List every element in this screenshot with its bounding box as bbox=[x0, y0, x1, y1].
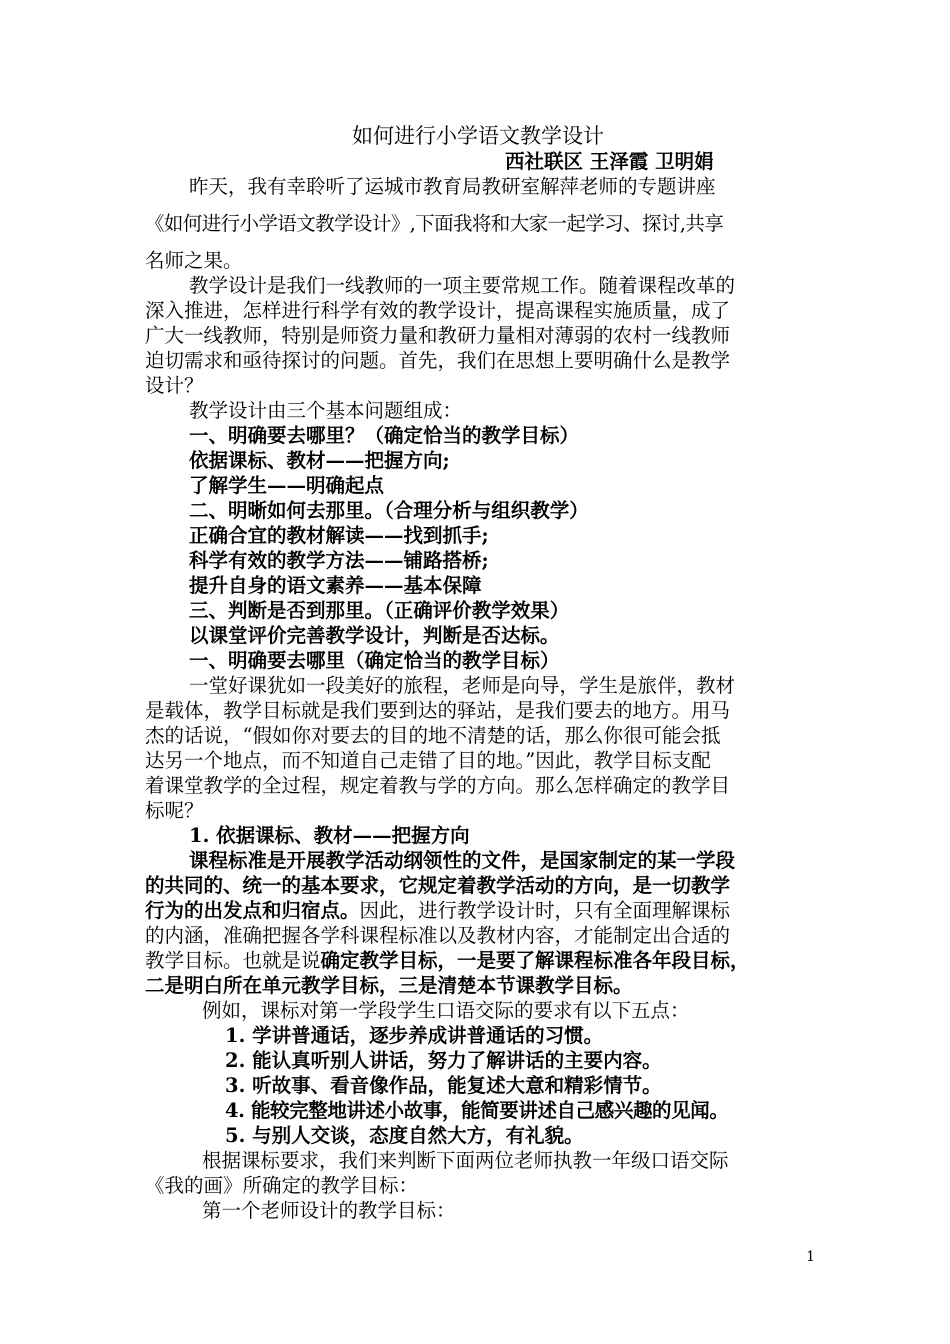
bold-run: 行为的出发点和归宿点。 bbox=[145, 899, 360, 922]
paragraph-line bbox=[145, 948, 811, 973]
paragraph-line: 深入推进，怎样进行科学有效的教学设计，提高课程实施质量，成了 bbox=[145, 299, 731, 322]
example-intro: 例如，课标对第一学段学生口语交际的要求有以下五点： bbox=[202, 999, 690, 1022]
requirement-item: 5. 与别人交谈，态度自然大方，有礼貌。 bbox=[225, 1124, 584, 1147]
paragraph-line: 迫切需求和亟待探讨的问题。首先，我们在思想上要明确什么是教学 bbox=[145, 349, 731, 372]
paragraph-line: 广大一线教师，特别是师资力量和教研力量相对薄弱的农村一线教师 bbox=[145, 324, 731, 347]
paragraph-line: 《如何进行小学语文教学设计》,下面我将和大家一起学习、探讨,共享 bbox=[145, 212, 724, 235]
outline-intro: 教学设计由三个基本问题组成： bbox=[189, 399, 463, 422]
outline-item: 三、判断是否到那里。（正确评价教学效果） bbox=[189, 599, 570, 622]
paragraph-line: 着课堂教学的全过程，规定着教与学的方向。那么怎样确定的教学目 bbox=[145, 774, 731, 797]
text-run: 因此，进行教学设计时，只有全面理解课标 bbox=[359, 899, 731, 922]
section-heading: 一、明确要去哪里（确定恰当的教学目标） bbox=[189, 649, 560, 672]
paragraph-line: 的共同的、统一的基本要求，它规定着教学活动的方向，是一切教学 bbox=[145, 874, 731, 897]
paragraph-line: 《我的画》所确定的教学目标： bbox=[145, 1174, 419, 1197]
paragraph-line: 名师之果。 bbox=[145, 249, 243, 272]
paragraph-line: 是载体，教学目标就是我们要到达的驿站，是我们要去的地方。用马 bbox=[145, 699, 731, 722]
bold-run: 确定教学目标，一是要了解课程标准各年段目标， bbox=[320, 949, 750, 972]
author-byline: 西社联区 王泽霞 卫明娟 bbox=[505, 150, 714, 173]
paragraph-line: 二是明白所在单元教学目标，三是清楚本节课教学目标。 bbox=[145, 974, 633, 997]
requirement-item: 1. 学讲普通话，逐步养成讲普通话的习惯。 bbox=[225, 1024, 604, 1047]
subheading: 1. 依据课标、教材——把握方向 bbox=[189, 824, 470, 847]
requirement-item: 2. 能认真听别人讲话，努力了解讲话的主要内容。 bbox=[225, 1049, 662, 1072]
paragraph-line: 一堂好课犹如一段美好的旅程，老师是向导，学生是旅伴，教材 bbox=[189, 674, 736, 697]
paragraph-line: 根据课标要求，我们来判断下面两位老师执教一年级口语交际 bbox=[202, 1149, 729, 1172]
outline-item: 依据课标、教材——把握方向; bbox=[189, 449, 450, 472]
paragraph-line: 第一个老师设计的教学目标： bbox=[202, 1199, 456, 1222]
paragraph-line bbox=[145, 898, 811, 923]
document-title: 如何进行小学语文教学设计 bbox=[352, 124, 604, 148]
paragraph-line: 达另一个地点，而不知道自己走错了目的地。”因此，教学目标支配 bbox=[145, 749, 711, 772]
outline-item: 以课堂评价完善教学设计，判断是否达标。 bbox=[189, 624, 560, 647]
outline-item: 提升自身的语文素养——基本保障 bbox=[189, 574, 482, 597]
outline-item: 一、明确要去哪里？（确定恰当的教学目标） bbox=[189, 424, 580, 447]
outline-item: 科学有效的教学方法——铺路搭桥; bbox=[189, 549, 489, 572]
paragraph-line: 标呢？ bbox=[145, 799, 204, 822]
requirement-item: 4. 能较完整地讲述小故事，能简要讲述自己感兴趣的见闻。 bbox=[225, 1099, 729, 1122]
paragraph-line: 课程标准是开展教学活动纲领性的文件，是国家制定的某一学段 bbox=[189, 849, 736, 872]
outline-item: 二、明晰如何去那里。（合理分析与组织教学） bbox=[189, 499, 589, 522]
outline-item: 了解学生——明确起点 bbox=[189, 474, 385, 497]
paragraph-line: 杰的话说，“假如你对要去的目的地不清楚的话，那么你很可能会抵 bbox=[145, 724, 721, 747]
text-run: 教学目标。也就是说 bbox=[145, 949, 321, 972]
paragraph-line: 昨天，我有幸聆听了运城市教育局教研室解萍老师的专题讲座 bbox=[189, 175, 716, 198]
page-number: 1 bbox=[806, 1249, 815, 1265]
outline-item: 正确合宜的教材解读——找到抓手; bbox=[189, 524, 489, 547]
requirement-item: 3. 听故事、看音像作品，能复述大意和精彩情节。 bbox=[225, 1074, 662, 1097]
paragraph-line: 教学设计是我们一线教师的一项主要常规工作。随着课程改革的 bbox=[189, 274, 736, 297]
paragraph-line: 的内涵，准确把握各学科课程标准以及教材内容，才能制定出合适的 bbox=[145, 924, 731, 947]
paragraph-line: 设计？ bbox=[145, 374, 204, 397]
